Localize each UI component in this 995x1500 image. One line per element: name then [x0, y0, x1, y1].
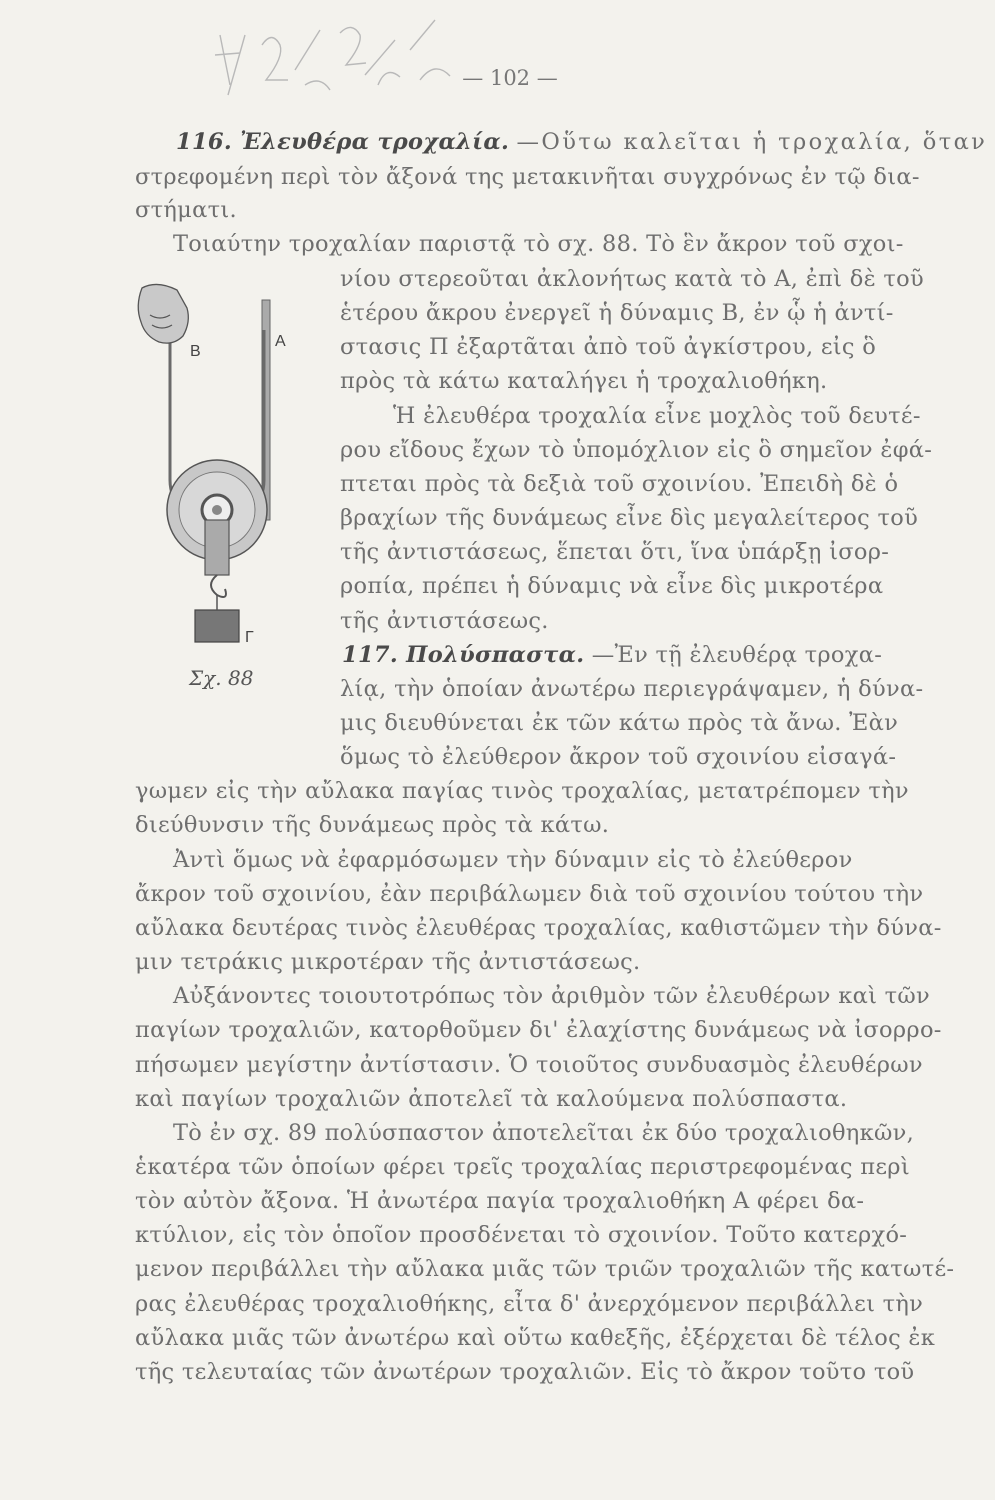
text-line: πρὸς τὰ κάτω καταλήγει ἡ τροχαλιοθήκη.	[340, 368, 828, 394]
text-line: πτεται πρὸς τὰ δεξιὰ τοῦ σχοινίου. Ἐπειδὴ δὲ ὁ	[340, 471, 899, 497]
text-line: μενον περιβάλλει τὴν αὔλακα μιᾶς τῶν τριῶν τροχαλιῶν τῆς κατωτέ-	[135, 1256, 955, 1282]
text-line: στρεφομένη περὶ τὸν ἄξονά της μετακινῆται συγχρόνως ἐν τῷ δια-	[135, 164, 920, 190]
figure-caption: Σχ. 88	[189, 666, 254, 690]
label-b: Β	[190, 343, 201, 360]
text-fragment: —Ἐν τῇ ἐλευθέρᾳ τροχα-	[591, 642, 883, 668]
text-line: τῆς τελευταίας τῶν ἀνωτέρων τροχαλιῶν. Εἰς τὸ ἄκρον τοῦτο τοῦ	[135, 1359, 915, 1385]
pulley-figure	[120, 270, 300, 730]
text-line: γωμεν εἰς τὴν αὔλακα παγίας τινὸς τροχαλίας, μετατρέπομεν τὴν	[135, 778, 909, 804]
text-line: κτύλιον, εἰς τὸν ὁποῖον προσδένεται τὸ σχοινίον. Τοῦτο κατερχό-	[135, 1222, 908, 1248]
text-line: παγίων τροχαλιῶν, κατορθοῦμεν δι' ἐλαχίστης δυνάμεως νὰ ἰσορρο-	[135, 1017, 942, 1043]
text-line: Ἀντὶ ὅμως νὰ ἐφαρμόσωμεν τὴν δύναμιν εἰς τὸ ἐλεύθερον	[173, 847, 853, 873]
text-line: ρας ἐλευθέρας τροχαλιοθήκης, εἶτα δ' ἀνερχόμενον περιβάλλει τὴν	[135, 1291, 924, 1317]
text-line: στασις Π ἐξαρτᾶται ἀπὸ τοῦ ἀγκίστρου, εἰς ὃ	[340, 334, 877, 360]
page-number: — 102 —	[462, 66, 558, 90]
text-line: Τὸ ἐν σχ. 89 πολύσπαστον ἀποτελεῖται ἐκ δύο τροχαλιοθηκῶν,	[173, 1120, 915, 1146]
hand-icon	[138, 284, 188, 343]
text-line: Αὐξάνοντες τοιουτοτρόπως τὸν ἀριθμὸν τῶν ἐλευθέρων καὶ τῶν	[173, 983, 931, 1009]
text-line: στήματι.	[135, 197, 237, 223]
text-line: διεύθυνσιν τῆς δυνάμεως πρὸς τὰ κάτω.	[135, 812, 610, 838]
section-heading: 116. Ἐλευθέρα τροχαλία.	[176, 129, 510, 155]
text-line: ρου εἴδους ἔχων τὸ ὑπομόχλιον εἰς ὃ σημεῖον ἐφά-	[340, 437, 933, 463]
text-line: ἄκρον τοῦ σχοινίου, ἐὰν περιβάλωμεν διὰ τοῦ σχοινίου τούτου τὴν	[135, 881, 924, 907]
text-line: Τοιαύτην τροχαλίαν παριστᾷ τὸ σχ. 88. Τὸ ἓν ἄκρον τοῦ σχοι-	[173, 231, 904, 257]
text-line: πήσωμεν μεγίστην ἀντίστασιν. Ὁ τοιοῦτος συνδυασμὸς ἐλευθέρων	[135, 1052, 923, 1078]
text-line: αὔλακα μιᾶς τῶν ἀνωτέρω καὶ οὕτω καθεξῆς, ἐξέρχεται δὲ τέλος ἐκ	[135, 1325, 936, 1351]
text-line: καὶ παγίων τροχαλιῶν ἀποτελεῖ τὰ καλούμενα πολύσπαστα.	[135, 1086, 848, 1112]
weight-icon	[195, 595, 239, 642]
text-line: νίου στερεοῦται ἀκλονήτως κατὰ τὸ Α, ἐπὶ δὲ τοῦ	[340, 266, 924, 292]
text-fragment: —Οὕτω καλεῖται ἡ τροχαλία, ὅταν	[516, 129, 988, 155]
text-line: λίᾳ, τὴν ὁποίαν ἀνωτέρω περιεγράψαμεν, ἡ δύνα-	[340, 676, 924, 702]
text-line: ὅμως τὸ ἐλεύθερον ἄκρον τοῦ σχοινίου εἰσαγά-	[340, 744, 897, 770]
text-line: βραχίων τῆς δυνάμεως εἶνε δὶς μεγαλείτερος τοῦ	[340, 505, 919, 531]
text-line: ροπία, πρέπει ἡ δύναμις νὰ εἶνε δὶς μικροτέρα	[340, 573, 884, 599]
text-line: τὸν αὐτὸν ἄξονα. Ἡ ἀνωτέρα παγία τροχαλιοθήκη Α φέρει δα-	[135, 1188, 865, 1214]
text-line	[176, 127, 987, 157]
text-line: μιν τετράκις μικροτέραν τῆς ἀντιστάσεως.	[135, 949, 641, 975]
text-line: αὔλακα δευτέρας τινὸς ἐλευθέρας τροχαλίας, καθιστῶμεν τὴν δύνα-	[135, 915, 942, 941]
text-line	[342, 640, 882, 670]
text-line: ἑτέρου ἄκρου ἐνεργεῖ ἡ δύναμις Β, ἐν ᾧ ἡ ἀντί-	[340, 300, 894, 326]
hook-icon	[205, 520, 229, 597]
label-g: Γ	[245, 629, 254, 646]
text-line: τῆς ἀντιστάσεως, ἕπεται ὅτι, ἵνα ὑπάρξῃ ἰσορ-	[340, 539, 890, 565]
text-line: τῆς ἀντιστάσεως.	[340, 608, 549, 634]
text-line: μις διευθύνεται ἐκ τῶν κάτω πρὸς τὰ ἄνω. Ἐὰν	[340, 710, 899, 736]
text-line: ἑκατέρα τῶν ὁποίων φέρει τρεῖς τροχαλίας περιστρεφομένας περὶ	[135, 1154, 910, 1180]
section-heading: 117. Πολύσπαστα.	[342, 642, 585, 668]
text-line: Ἡ ἐλευθέρα τροχαλία εἶνε μοχλὸς τοῦ δευτέ-	[393, 403, 921, 429]
label-a: Α	[275, 333, 286, 350]
